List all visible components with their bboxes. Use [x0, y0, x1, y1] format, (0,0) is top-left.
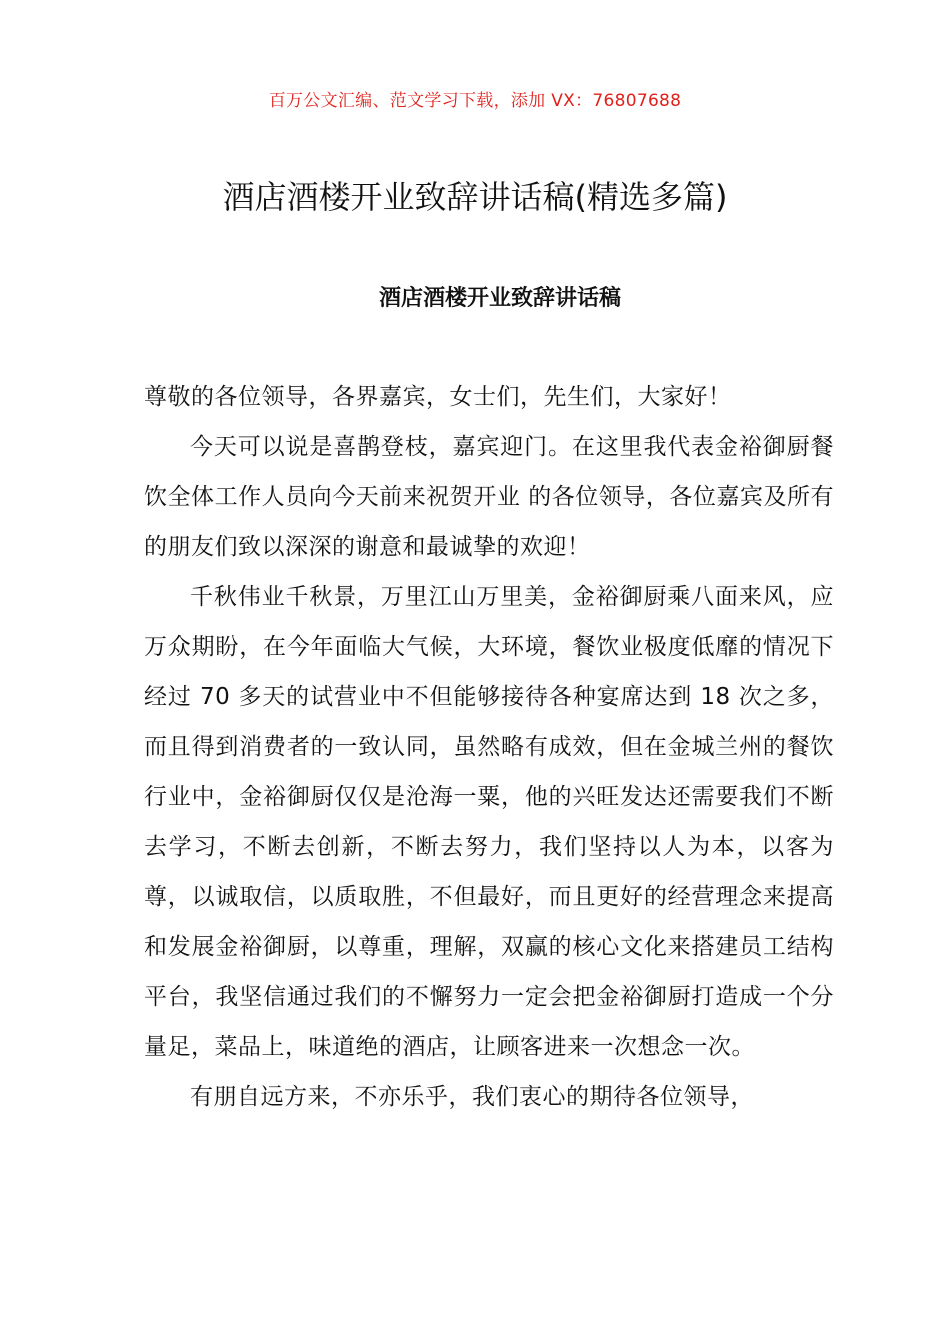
paragraph: 今天可以说是喜鹊登枝，嘉宾迎门。在这里我代表金裕御厨餐饮全体工作人员向今天前来祝贺开业 的各位领导，各位嘉宾及所有的朋友们致以深深的谢意和最诚挚的欢迎！ [144, 434, 834, 560]
document-title: 酒店酒楼开业致辞讲话稿(精选多篇) [222, 178, 728, 216]
document-body [144, 372, 834, 1122]
paragraph: 千秋伟业千秋景，万里江山万里美，金裕御厨乘八面来风，应万众期盼，在今年面临大气候，大环境，餐饮业极度低靡的情况下经过 70 多天的试营业中不但能够接待各种宴席达到 18 次之多，而且得到消费者的一致认同，虽然略有成效，但在金城兰州的餐饮行业中，金裕御厨仅仅是沧海一粟，他的兴旺发达还需要我们不断去学习，不断去创新，不断去努力，我们坚持以人为本，以客为尊，以诚取信，以质取胜，不但最好，而且更好的经营理念来提高和发展金裕御厨，以尊重，理解，双赢的核心文化来搭建员工结构平台，我坚信通过我们的不懈努力一定会把金裕御厨打造成一个分量足，菜品上，味道绝的酒店，让顾客进来一次想念一次。 [144, 584, 834, 1060]
paragraph: 有朋自远方来，不亦乐乎，我们衷心的期待各位领导， [190, 1084, 754, 1110]
document-subtitle: 酒店酒楼开业致辞讲话稿 [378, 286, 621, 311]
paragraph-greeting: 尊敬的各位领导，各界嘉宾，女士们，先生们，大家好！ [144, 384, 732, 410]
header-note: 百万公文汇编、范文学习下载，添加 VX：76807688 [268, 91, 682, 111]
